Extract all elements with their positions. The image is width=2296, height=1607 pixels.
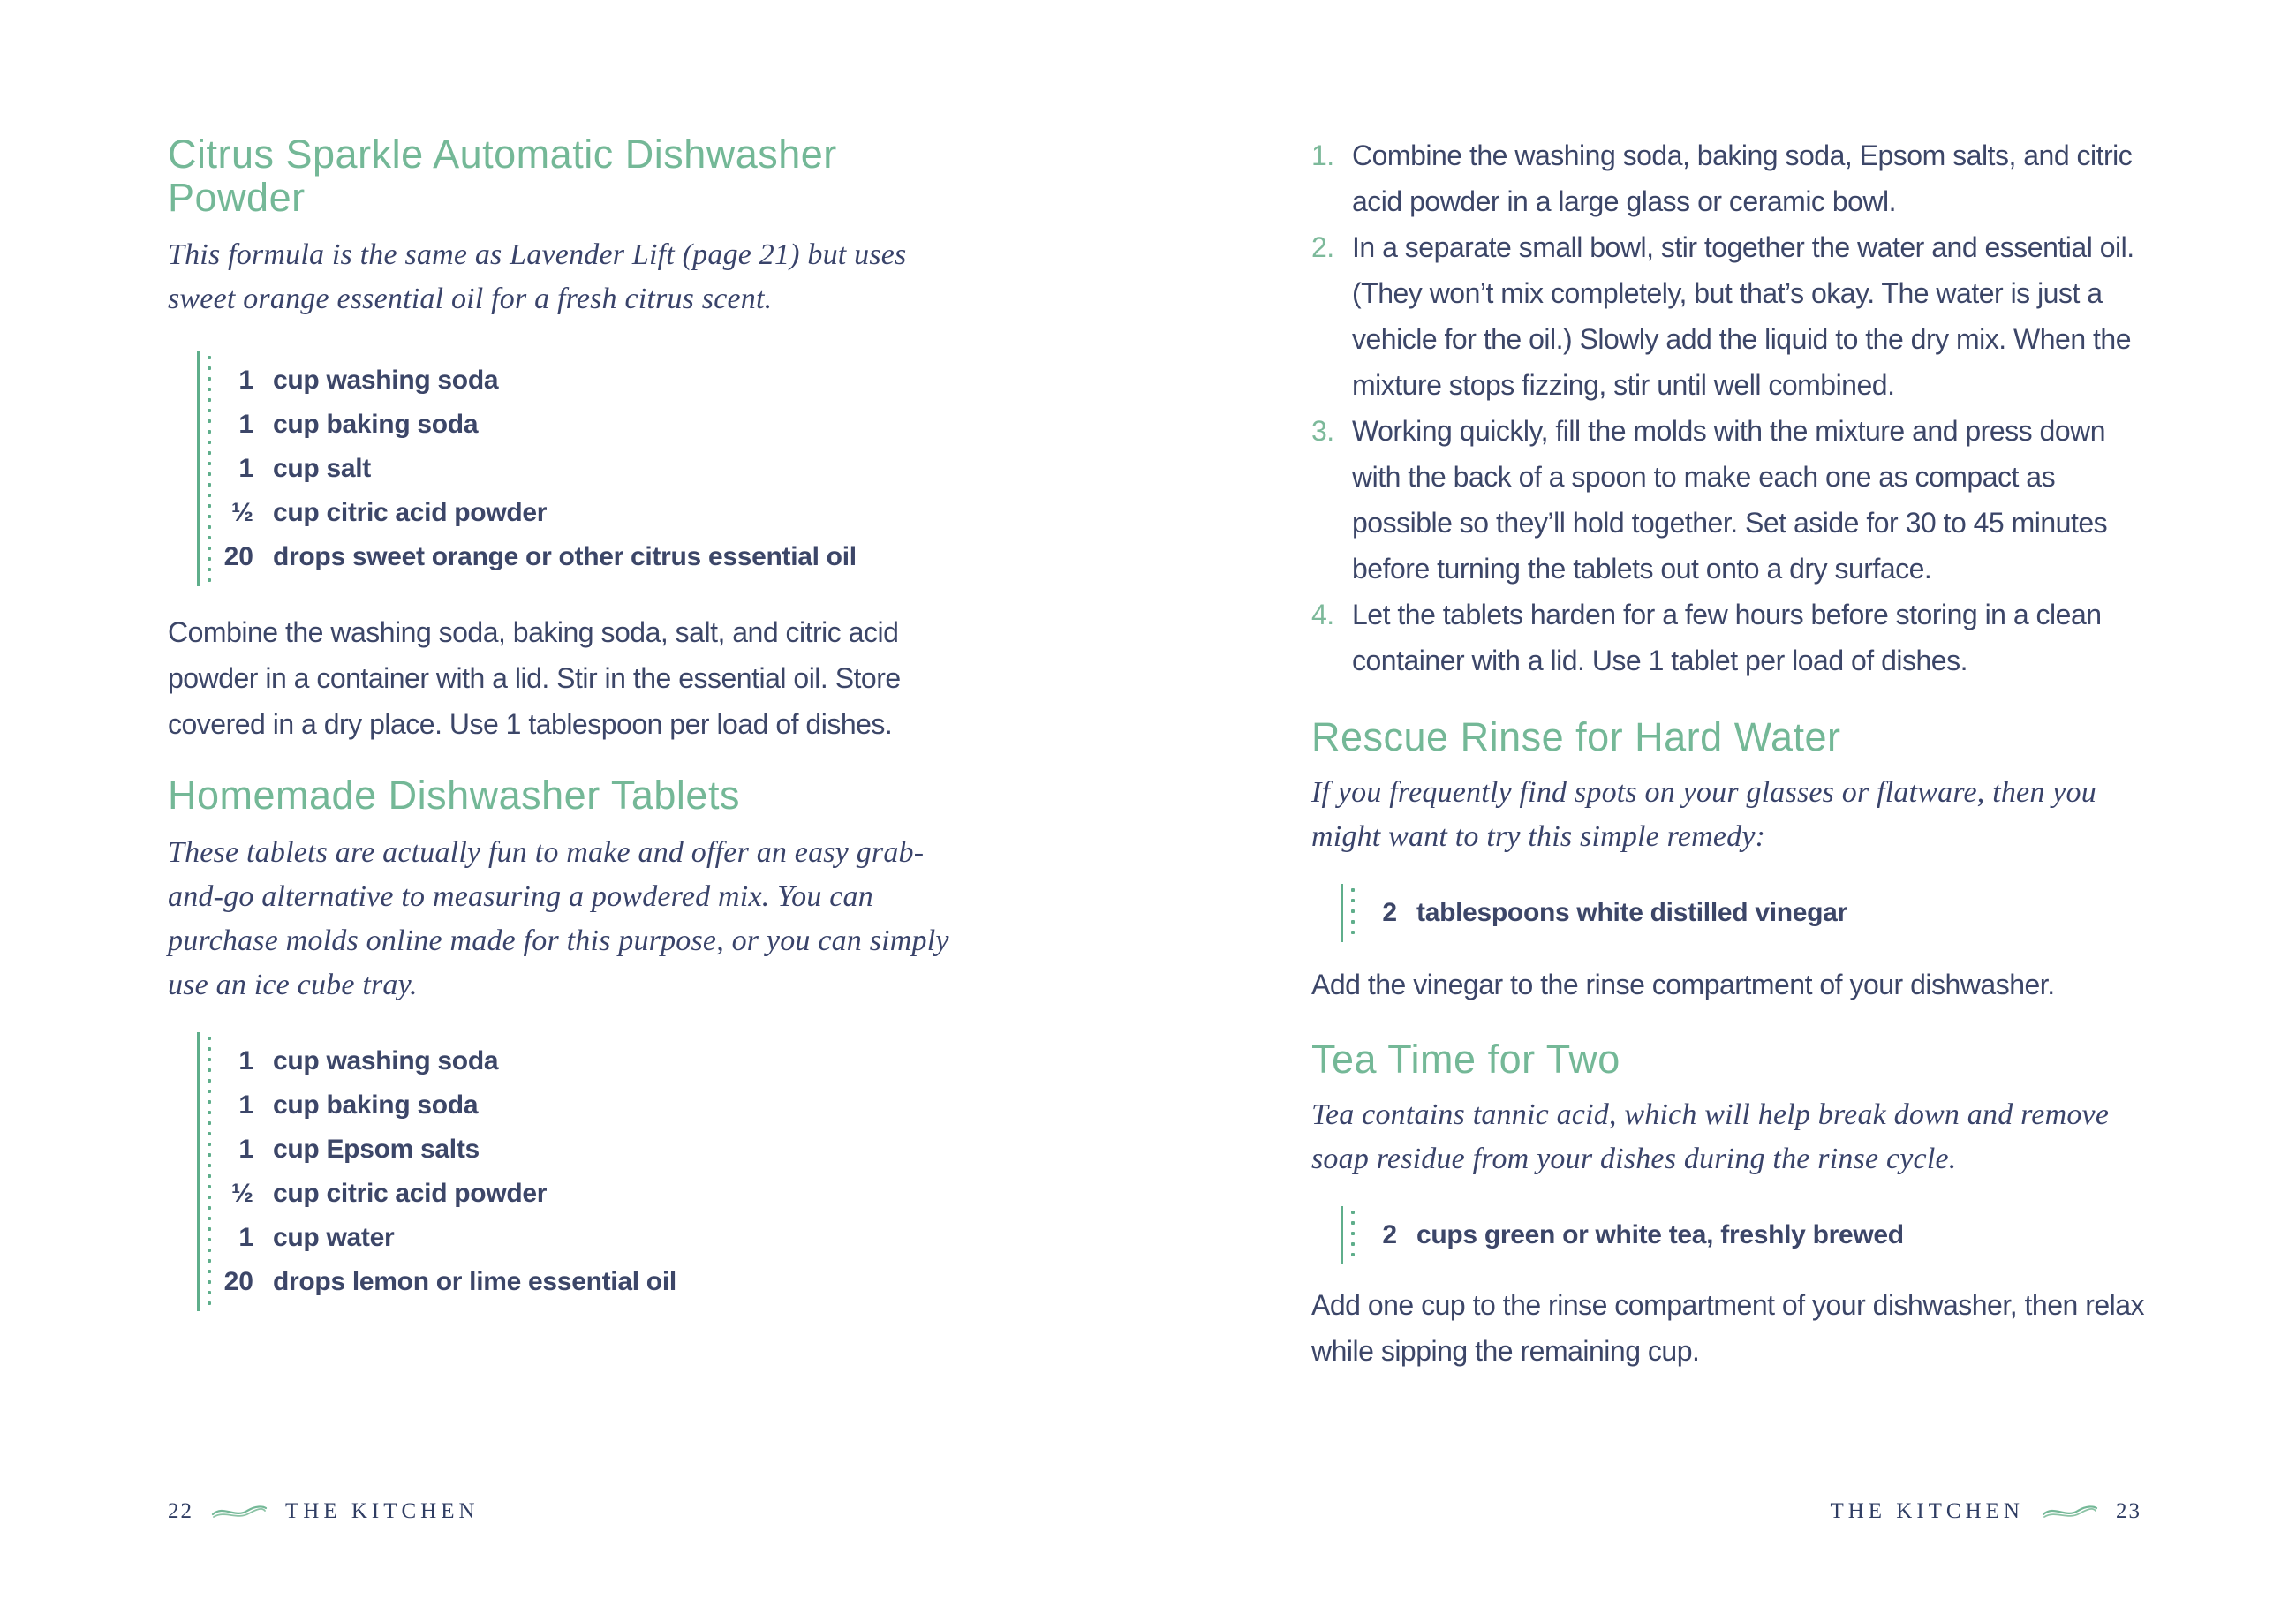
ingredient-name: cups green or white tea, freshly brewed bbox=[1416, 1220, 1904, 1249]
step-item bbox=[1311, 132, 2146, 224]
ingredient-row bbox=[197, 1260, 963, 1304]
ingredient-name: cup baking soda bbox=[273, 410, 479, 439]
ingredient-name: cup citric acid powder bbox=[273, 498, 548, 527]
ingredient-amount: ½ bbox=[230, 1179, 253, 1208]
swash-ornament-icon bbox=[211, 1502, 268, 1521]
ingredient-name: cup water bbox=[273, 1223, 395, 1252]
section-name: THE KITCHEN bbox=[1830, 1499, 2024, 1523]
ingredient-row bbox=[197, 358, 963, 403]
ingredient-row bbox=[197, 1128, 963, 1172]
ingredient-name: cup Epsom salts bbox=[273, 1135, 480, 1164]
step-text: Let the tablets harden for a few hours before storing in a clean container with a lid. Use 1 tablet per load of dishes. bbox=[1352, 599, 2102, 676]
step-item bbox=[1311, 592, 2146, 683]
ingredient-name: cup washing soda bbox=[273, 366, 499, 395]
recipe-instructions: Add the vinegar to the rinse compartment of your dishwasher. bbox=[1311, 969, 2055, 1000]
recipe-title-dishwasher-tablets: Homemade Dishwasher Tablets bbox=[168, 773, 740, 818]
swash-ornament-icon bbox=[2042, 1502, 2098, 1521]
recipe-intro: These tablets are actually fun to make and offer an easy grab-and-go alternative to measuring a powdered mix. You can purchase molds online made for this purpose, or you can simply use an ice cube tray. bbox=[168, 836, 949, 1001]
ingredient-row bbox=[197, 535, 963, 579]
ingredient-name: cup washing soda bbox=[273, 1046, 499, 1075]
page-number: 22 bbox=[168, 1499, 193, 1523]
ingredient-row bbox=[197, 1216, 963, 1260]
ingredient-list bbox=[1341, 884, 2146, 942]
recipe-title-rescue-rinse: Rescue Rinse for Hard Water bbox=[1311, 714, 1841, 759]
recipe-intro: This formula is the same as Lavender Lift (page 21) but uses sweet orange essential oil for a fresh citrus scent. bbox=[168, 238, 907, 315]
ingredient-list bbox=[1341, 1206, 2146, 1264]
numbered-steps bbox=[1311, 132, 2146, 683]
ingredient-name: drops lemon or lime essential oil bbox=[273, 1267, 676, 1296]
step-item bbox=[1311, 408, 2146, 592]
ingredient-amount: 20 bbox=[223, 1267, 253, 1296]
ingredient-row bbox=[197, 1039, 963, 1083]
ingredient-amount: 1 bbox=[238, 1090, 253, 1120]
section-name: THE KITCHEN bbox=[285, 1499, 480, 1523]
ingredient-name: cup citric acid powder bbox=[273, 1179, 548, 1208]
step-number: 4. bbox=[1311, 599, 1334, 630]
ingredient-name: cup baking soda bbox=[273, 1090, 479, 1120]
recipe-title-tea-time: Tea Time for Two bbox=[1311, 1037, 1620, 1082]
recipe-instructions: Combine the washing soda, baking soda, salt, and citric acid powder in a container with a lid. Stir in the essential oil. Store covered in a dry place. Use 1 tablespoon per load of dishes. bbox=[168, 616, 901, 740]
step-text: In a separate small bowl, stir together the water and essential oil. (They won’t mix completely, but that’s okay. The water is just a vehicle for the oil.) Slowly add the liquid to the dry mix. When the mixture stops fizzing, stir until well combined. bbox=[1352, 231, 2134, 401]
ingredient-amount: 1 bbox=[238, 454, 253, 483]
ingredient-row bbox=[1341, 1213, 2146, 1257]
ingredient-list bbox=[197, 351, 963, 586]
ingredient-amount: 1 bbox=[238, 1046, 253, 1075]
step-text: Working quickly, fill the molds with the mixture and press down with the back of a spoon to make each one as compact as possible so they’ll hold together. Set aside for 30 to 45 minutes before turning the tablets out onto a dry surface. bbox=[1352, 415, 2108, 585]
ingredient-name: cup salt bbox=[273, 454, 371, 483]
recipe-instructions: Add one cup to the rinse compartment of your dishwasher, then relax while sipping the remaining cup. bbox=[1311, 1289, 2145, 1367]
left-column bbox=[168, 132, 963, 1311]
ingredient-row bbox=[197, 403, 963, 447]
step-item bbox=[1311, 224, 2146, 408]
step-number: 1. bbox=[1311, 140, 1334, 171]
page-footer bbox=[1830, 1499, 2141, 1524]
ingredient-amount: 1 bbox=[238, 366, 253, 395]
ingredient-name: drops sweet orange or other citrus essential oil bbox=[273, 542, 857, 571]
ingredient-amount: 1 bbox=[238, 1223, 253, 1252]
ingredient-amount: 2 bbox=[1382, 898, 1397, 927]
ingredient-row bbox=[197, 1083, 963, 1128]
recipe-title-citrus-sparkle: Citrus Sparkle Automatic Dishwasher Powder bbox=[168, 132, 837, 220]
page-footer bbox=[168, 1499, 480, 1524]
recipe-intro: If you frequently find spots on your glasses or flatware, then you might want to try this simple remedy: bbox=[1311, 776, 2096, 853]
recipe-intro: Tea contains tannic acid, which will help break down and remove soap residue from your dishes during the rinse cycle. bbox=[1311, 1098, 2110, 1175]
page-right bbox=[1148, 0, 2296, 1607]
ingredient-row bbox=[197, 491, 963, 535]
page-number: 23 bbox=[2116, 1499, 2141, 1523]
right-column bbox=[1311, 132, 2146, 1374]
step-number: 2. bbox=[1311, 231, 1334, 263]
ingredient-row bbox=[197, 1172, 963, 1216]
ingredient-amount: 1 bbox=[238, 1135, 253, 1164]
step-text: Combine the washing soda, baking soda, Epsom salts, and citric acid powder in a large glass or ceramic bowl. bbox=[1352, 140, 2133, 217]
ingredient-row bbox=[197, 447, 963, 491]
ingredient-amount: 20 bbox=[223, 542, 253, 571]
step-number: 3. bbox=[1311, 415, 1334, 447]
ingredient-amount: ½ bbox=[230, 498, 253, 527]
ingredient-amount: 2 bbox=[1382, 1220, 1397, 1249]
ingredient-row bbox=[1341, 891, 2146, 935]
ingredient-amount: 1 bbox=[238, 410, 253, 439]
ingredient-list bbox=[197, 1032, 963, 1311]
ingredient-name: tablespoons white distilled vinegar bbox=[1416, 898, 1847, 927]
